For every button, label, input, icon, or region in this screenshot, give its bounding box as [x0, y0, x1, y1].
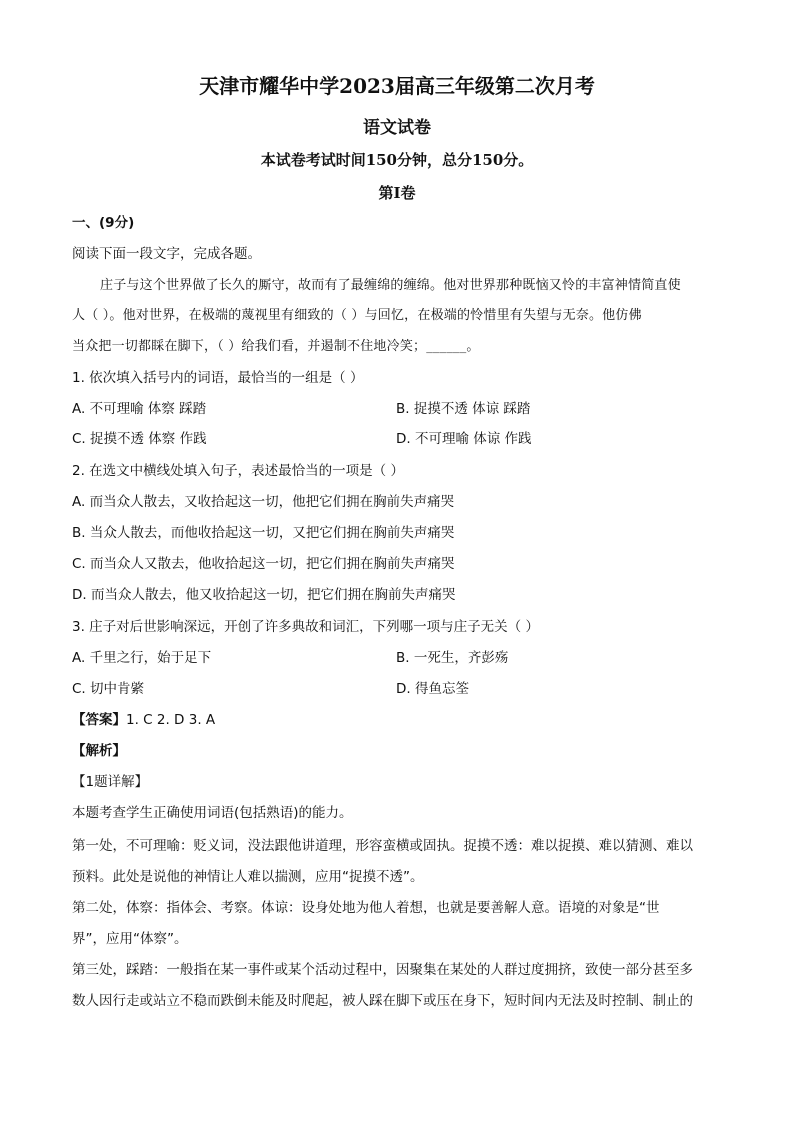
analysis-line-1: 本题考查学生正确使用词语(包括熟语)的能力。	[72, 805, 353, 821]
school-title: 天津市耀华中学2023届高三年级第二次月考	[199, 74, 595, 98]
q1-stem: 1. 依次填入括号内的词语，最恰当的一组是（ ）	[72, 370, 364, 386]
answer-row	[72, 710, 215, 730]
subject-title: 语文试卷	[363, 118, 431, 138]
passage-line-2: 人（ ）。他对世界，在极端的蔑视里有细致的（ ）与回忆，在极端的怜惜里有失望与无奈。他仿佛	[72, 308, 642, 323]
analysis-tag: 【解析】	[72, 743, 126, 759]
analysis-line-5: 界”，应用“体察”。	[72, 931, 188, 947]
volume-title: 第Ⅰ卷	[378, 184, 416, 202]
passage-line-3: 当众把一切都睬在脚下，（ ）给我们看，并遏制不住地冷笑；______。	[72, 339, 480, 354]
q1-option-d: D. 不可理喻 体谅 作践	[396, 431, 532, 447]
q3-option-a: A. 千里之行，始于足下	[72, 650, 212, 666]
q3-option-c: C. 切中肯綮	[72, 681, 145, 697]
q3-option-d: D. 得鱼忘筌	[396, 681, 469, 697]
section-heading: 一、(9分)	[72, 215, 135, 231]
q2-option-a: A. 而当众人散去，又收拾起这一切，他把它们拥在胸前失声痛哭	[72, 494, 455, 510]
analysis-detail-tag: 【1题详解】	[72, 774, 149, 790]
q1-option-b: B. 捉摸不透 体谅 踩踏	[396, 401, 531, 417]
q1-option-c: C. 捉摸不透 体察 作践	[72, 431, 207, 447]
section-instruction: 阅读下面一段文字，完成各题。	[72, 246, 261, 262]
q2-option-c: C. 而当众人又散去，他收拾起这一切，把它们拥在胸前失声痛哭	[72, 556, 455, 572]
analysis-line-6: 第三处，踩踏：一般指在某一事件或某个活动过程中，因聚集在某处的人群过度拥挤，致使一部分甚至多	[72, 962, 693, 978]
q3-stem: 3. 庄子对后世影响深远，开创了许多典故和词汇，下列哪一项与庄子无关（ ）	[72, 619, 539, 635]
passage-line-1: 庄子与这个世界做了长久的厮守，故而有了最缠绵的缠绵。他对世界那种既恼又怜的丰富神情简直使	[100, 278, 681, 293]
analysis-line-3: 预料。此处是说他的神情让人难以揣测，应用“捉摸不透”。	[72, 869, 424, 885]
answer-tag: 【答案】	[72, 712, 126, 728]
q1-option-a: A. 不可理喻 体察 踩踏	[72, 401, 207, 417]
analysis-line-2: 第一处，不可理喻：贬义词，没法跟他讲道理，形容蛮横或固执。捉摸不透：难以捉摸、难以猜测、难以	[72, 838, 693, 854]
q2-option-d: D. 而当众人散去，他又收拾起这一切，把它们拥在胸前失声痛哭	[72, 587, 456, 603]
answer-values: 1. C 2. D 3. A	[126, 712, 216, 728]
analysis-line-4: 第二处，体察：指体会、考察。体谅：设身处地为他人着想，也就是要善解人意。语境的对象是“世	[72, 900, 660, 916]
exam-info: 本试卷考试时间150分钟，总分150分。	[260, 151, 534, 169]
analysis-line-7: 数人因行走或站立不稳而跌倒未能及时爬起，被人踩在脚下或压在身下，短时间内无法及时控制、制止的	[72, 993, 693, 1009]
q3-option-b: B. 一死生，齐彭殇	[396, 650, 509, 666]
q2-option-b: B. 当众人散去，而他收拾起这一切，又把它们拥在胸前失声痛哭	[72, 525, 455, 541]
q2-stem: 2. 在选文中横线处填入句子，表述最恰当的一项是（ ）	[72, 463, 404, 479]
